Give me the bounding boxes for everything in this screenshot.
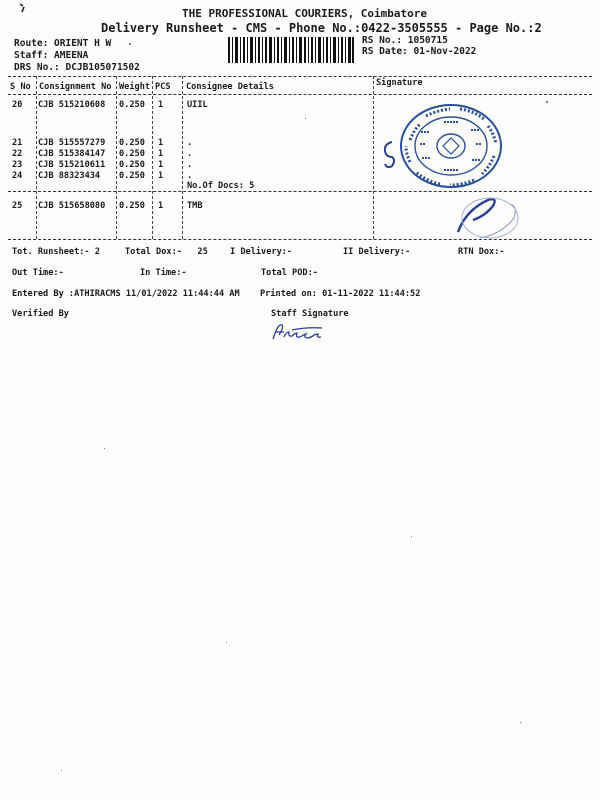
ii-delivery: II Delivery:- bbox=[343, 247, 411, 257]
scan-speck bbox=[546, 101, 548, 103]
company-stamp bbox=[396, 100, 506, 192]
scan-speck bbox=[411, 536, 412, 537]
row-weight: 0.250 bbox=[119, 171, 145, 181]
route: Route: ORIENT H W bbox=[14, 38, 112, 49]
row-weight: 0.250 bbox=[119, 160, 145, 170]
total-pod: Total POD:- bbox=[261, 268, 318, 278]
no-of-docs: No.Of Docs: 5 bbox=[187, 181, 255, 191]
row-pcs: 1 bbox=[158, 138, 164, 148]
staff-signature-scribble bbox=[270, 321, 328, 343]
handwritten-mark bbox=[380, 138, 400, 172]
scan-speck bbox=[104, 448, 105, 449]
col-divider bbox=[152, 76, 153, 239]
scan-speck bbox=[129, 43, 131, 45]
printed-on: Printed on: 01-11-2022 11:44:52 bbox=[260, 289, 421, 299]
col-divider bbox=[373, 76, 374, 239]
row-consignment: CJB 515658080 bbox=[38, 201, 106, 211]
tot-runsheet: Tot. Runsheet:- 2 bbox=[12, 247, 100, 257]
row-consignment: CJB 88323434 bbox=[38, 171, 101, 181]
rs-date: RS Date: 01-Nov-2022 bbox=[362, 46, 477, 57]
row-details: TMB bbox=[187, 201, 203, 211]
col-header-consignment: Consignment No bbox=[39, 82, 112, 92]
i-delivery: I Delivery:- bbox=[230, 247, 293, 257]
row-pcs: 1 bbox=[158, 201, 164, 211]
row-sno: 22 bbox=[12, 149, 23, 159]
row-pcs: 1 bbox=[158, 171, 164, 181]
out-time: Out Time:- bbox=[12, 268, 64, 278]
row-details: . bbox=[187, 171, 193, 181]
recipient-signature bbox=[440, 188, 525, 243]
scan-speck bbox=[305, 118, 306, 119]
rs-number: RS No.: 1050715 bbox=[362, 35, 448, 46]
rtn-dox: RTN Dox:- bbox=[458, 247, 505, 257]
row-consignment: CJB 515210611 bbox=[38, 160, 106, 170]
row-details: UIIL bbox=[187, 100, 208, 110]
entered-by: Entered By :ATHIRACMS 11/01/2022 11:44:44 AM bbox=[12, 289, 240, 299]
stray-mark bbox=[16, 2, 30, 16]
row-sno: 24 bbox=[12, 171, 23, 181]
runsheet-subtitle: Delivery Runsheet - CMS - Phone No.:0422-3505555 - Page No.:2 bbox=[101, 21, 542, 35]
row-sno: 20 bbox=[12, 100, 23, 110]
company-title: THE PROFESSIONAL COURIERS, Coimbatore bbox=[182, 7, 428, 20]
row-weight: 0.250 bbox=[119, 149, 145, 159]
row-pcs: 1 bbox=[158, 149, 164, 159]
row-details: . bbox=[187, 160, 193, 170]
row-consignment: CJB 515557279 bbox=[38, 138, 106, 148]
col-divider bbox=[36, 76, 37, 239]
scan-speck bbox=[226, 642, 227, 643]
staff: Staff: AMEENA bbox=[14, 50, 89, 61]
col-divider bbox=[182, 76, 183, 239]
row-weight: 0.250 bbox=[119, 100, 145, 110]
in-time: In Time:- bbox=[140, 268, 187, 278]
table-header-rule bbox=[8, 94, 592, 95]
drs-number: DRS No.: DCJB105071502 bbox=[14, 62, 140, 73]
col-header-weight: Weight bbox=[119, 82, 151, 92]
barcode bbox=[228, 37, 354, 63]
row-sno: 23 bbox=[12, 160, 23, 170]
table-top-rule bbox=[8, 76, 592, 77]
col-divider bbox=[116, 76, 117, 239]
row-details: . bbox=[187, 149, 193, 159]
row-pcs: 1 bbox=[158, 100, 164, 110]
staff-signature-label: Staff Signature bbox=[271, 309, 349, 319]
row-details: . bbox=[187, 138, 193, 148]
col-header-pcs: PCS bbox=[155, 82, 171, 92]
scan-speck bbox=[61, 770, 62, 771]
row-consignment: CJB 515210608 bbox=[38, 100, 106, 110]
row-pcs: 1 bbox=[158, 160, 164, 170]
col-header-sno: S No bbox=[10, 82, 31, 92]
total-dox: Total Dox:- 25 bbox=[125, 247, 208, 257]
verified-by: Verified By bbox=[12, 309, 69, 319]
scan-speck bbox=[520, 722, 521, 723]
row-sno: 25 bbox=[12, 201, 23, 211]
col-header-consignee: Consignee Details bbox=[186, 82, 274, 92]
col-header-signature: Signature bbox=[376, 78, 423, 88]
row-consignment: CJB 515384147 bbox=[38, 149, 106, 159]
row-sno: 21 bbox=[12, 138, 23, 148]
row-weight: 0.250 bbox=[119, 201, 145, 211]
row-weight: 0.250 bbox=[119, 138, 145, 148]
